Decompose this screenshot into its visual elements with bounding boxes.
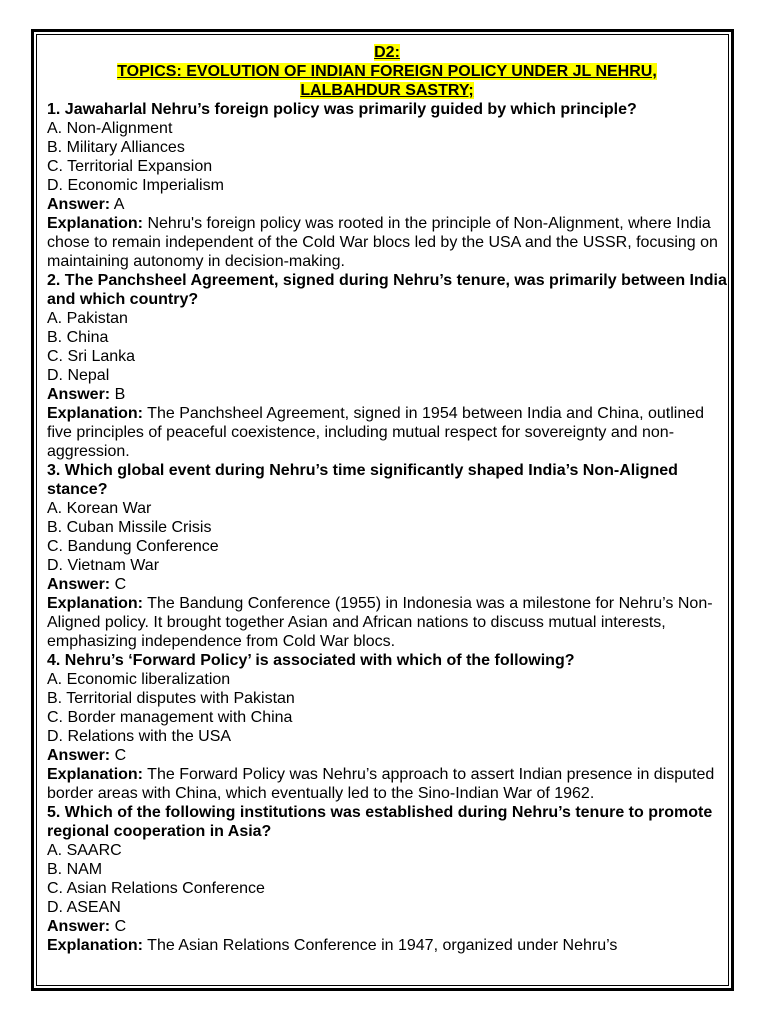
answer-line bbox=[47, 917, 727, 936]
answer-line bbox=[47, 195, 727, 214]
question-block-2 bbox=[47, 271, 727, 461]
option-c: C. Territorial Expansion bbox=[47, 158, 213, 175]
question-text: 5. Which of the following institutions was established during Nehru’s tenure to promote regional cooperation in Asia? bbox=[47, 804, 713, 840]
explanation-line bbox=[47, 594, 727, 651]
option-d: D. Nepal bbox=[47, 367, 110, 384]
question-block-1 bbox=[47, 100, 727, 271]
option-c: C. Sri Lanka bbox=[47, 348, 136, 365]
explanation-line bbox=[47, 765, 727, 803]
option-c: C. Asian Relations Conference bbox=[47, 880, 265, 897]
question-block-3 bbox=[47, 461, 727, 651]
answer-line bbox=[47, 385, 727, 404]
document-header bbox=[47, 43, 727, 100]
option-b: B. Territorial disputes with Pakistan bbox=[47, 690, 295, 707]
option-d: D. ASEAN bbox=[47, 899, 121, 916]
document-code: D2: bbox=[374, 44, 400, 61]
option-a: A. Economic liberalization bbox=[47, 671, 231, 688]
option-a: A. Pakistan bbox=[47, 310, 128, 327]
explanation-label: Explanation: bbox=[47, 595, 144, 612]
option-d: D. Vietnam War bbox=[47, 557, 160, 574]
answer-label: Answer: bbox=[47, 196, 111, 213]
answer-label: Answer: bbox=[47, 576, 111, 593]
explanation-text: The Panchsheel Agreement, signed in 1954 between India and China, outlined five principles of peaceful coexistence, including mutual respect for sovereignty and non-aggression. bbox=[47, 405, 705, 460]
explanation-line bbox=[47, 214, 727, 271]
answer-label: Answer: bbox=[47, 747, 111, 764]
document-body bbox=[47, 43, 727, 955]
explanation-label: Explanation: bbox=[47, 937, 144, 954]
answer-label: Answer: bbox=[47, 918, 111, 935]
explanation-line bbox=[47, 404, 727, 461]
option-c: C. Bandung Conference bbox=[47, 538, 219, 555]
option-d: D. Relations with the USA bbox=[47, 728, 232, 745]
answer-line bbox=[47, 575, 727, 594]
option-b: B. Military Alliances bbox=[47, 139, 185, 156]
explanation-label: Explanation: bbox=[47, 766, 144, 783]
explanation-text: Nehru's foreign policy was rooted in the principle of Non-Alignment, where India chose to remain independent of the Cold War blocs led by the USA and the USSR, focusing on maintaining autonomy in decision-making. bbox=[47, 215, 718, 270]
option-c: C. Border management with China bbox=[47, 709, 293, 726]
topic-title-line-1: TOPICS: EVOLUTION OF INDIAN FOREIGN POLICY UNDER JL NEHRU, bbox=[117, 63, 657, 80]
option-a: A. Korean War bbox=[47, 500, 152, 517]
option-a: A. SAARC bbox=[47, 842, 122, 859]
explanation-label: Explanation: bbox=[47, 405, 144, 422]
answer-line bbox=[47, 746, 727, 765]
question-block-4 bbox=[47, 651, 727, 803]
question-text: 4. Nehru’s ‘Forward Policy’ is associated with which of the following? bbox=[47, 652, 575, 669]
explanation-line bbox=[47, 936, 727, 955]
answer-value: C bbox=[114, 747, 127, 764]
explanation-text: The Bandung Conference (1955) in Indonesia was a milestone for Nehru’s Non-Aligned policy. It brought together Asian and African nations to discuss mutual interests, emphasizing independence from Cold War blocs. bbox=[47, 595, 713, 650]
explanation-text: The Asian Relations Conference in 1947, organized under Nehru’s bbox=[147, 937, 618, 954]
answer-value: B bbox=[114, 386, 126, 403]
option-b: B. NAM bbox=[47, 861, 103, 878]
answer-value: C bbox=[114, 918, 127, 935]
topic-title-line-2: LALBAHDUR SASTRY; bbox=[300, 82, 474, 99]
explanation-label: Explanation: bbox=[47, 215, 144, 232]
option-b: B. China bbox=[47, 329, 109, 346]
question-text: 1. Jawaharlal Nehru’s foreign policy was primarily guided by which principle? bbox=[47, 101, 637, 118]
answer-value: A bbox=[113, 196, 125, 213]
option-b: B. Cuban Missile Crisis bbox=[47, 519, 212, 536]
option-d: D. Economic Imperialism bbox=[47, 177, 224, 194]
question-text: 2. The Panchsheel Agreement, signed during Nehru’s tenure, was primarily between India and which country? bbox=[47, 272, 727, 308]
answer-value: C bbox=[114, 576, 127, 593]
option-a: A. Non-Alignment bbox=[47, 120, 173, 137]
question-text: 3. Which global event during Nehru’s time significantly shaped India’s Non-Aligned stance? bbox=[47, 462, 678, 498]
answer-label: Answer: bbox=[47, 386, 111, 403]
question-block-5 bbox=[47, 803, 727, 955]
explanation-text: The Forward Policy was Nehru’s approach to assert Indian presence in disputed border areas with China, which eventually led to the Sino-Indian War of 1962. bbox=[47, 766, 715, 802]
